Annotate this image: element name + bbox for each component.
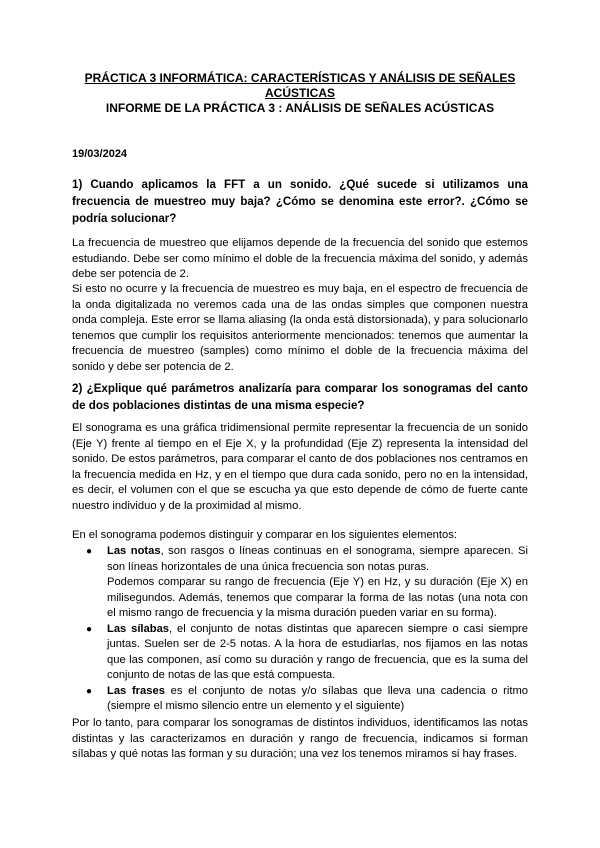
list-item-text: , el conjunto de notas distintas que aparecen siempre o casi siempre juntas. Suelen ser de 2-5 notas. A la hora de estudiarlas, nos fijamos en las notas que las componen, así como su duración y rango de frecuencia, que es la suma del conjunto de notas de las que está compuesta. (107, 622, 529, 681)
question-1: 1) Cuando aplicamos la FFT a un sonido. ¿Qué sucede si utilizamos una frecuencia de muestreo muy baja? ¿Cómo se denomina este error?. ¿Cómo se podría solucionar? (72, 178, 528, 225)
list-item (72, 684, 528, 715)
list-item-extra: Podemos comparar su rango de frecuencia (Eje Y) en Hz, y su duración (Eje X) en milisegundos. Además, tenemos que comparar la forma de las notas (una nota con el mismo rango de frecuencia y la misma duración pueden variar en su forma). (107, 576, 528, 619)
document-date: 19/03/2024 (72, 148, 128, 160)
list-item-term: Las sílabas (107, 622, 170, 635)
list-item-text: , son rasgos o líneas continuas en el sonograma, siempre aparecen. Si son líneas horizontales de una única frecuencia son notas puras. (107, 545, 528, 573)
list-item-text: es el conjunto de notas y/o sílabas que lleva una cadencia o ritmo (siempre el mismo silencio entre un elemento y el siguiente) (107, 684, 528, 712)
q2-paragraph-1: El sonograma es una gráfica tridimensional permite representar la frecuencia de un sonido (Eje Y) frente al tiempo en el Eje X, y la profundidad (Eje Z) representa la intensidad del sonido. De estos parámetros, para comparar el canto de dos poblaciones nos centramos en la frecuencia medida en Hz, y en el tiempo que dura cada sonido, pero no en la intensidad, es decir, el volumen con el que se escucha ya que esto depende de cómo de fuerte cante nuestro individuo y de la proximidad al mismo. (72, 422, 528, 512)
bullet-icon: ● (86, 685, 93, 697)
list-item (72, 622, 528, 684)
q2-paragraph-3: Por lo tanto, para comparar los sonogramas de distintos individuos, identificamos las notas distintas y las caracterizamos en duración y rango de frecuencia, indicamos si forman sílabas y qué notas las forman y su duración; una vez los tenemos miramos si hay frases. (72, 717, 528, 760)
document-title-line2: ACÚSTICAS (264, 86, 335, 100)
bullet-icon: ● (86, 546, 93, 557)
q1-paragraph-2: Si esto no ocurre y la frecuencia de muestreo es muy baja, en el espectro de frecuencia de la onda digitalizada no veremos cada una de las ondas simples que componen nuestra onda compleja. Este error se llama aliasing (la onda está distorsionada), y para solucionarlo tenemos que cumplir los requisitos anteriormente mencionados: tenemos que aumentar la frecuencia de muestreo (samples) como mínimo el doble de la frecuencia máxima del sonido y debe ser potencia de 2. (72, 283, 528, 373)
list-item (72, 544, 528, 622)
document-subtitle: INFORME DE LA PRÁCTICA 3 : ANÁLISIS DE SEÑALES ACÚSTICAS (105, 101, 495, 115)
q1-paragraph-1: La frecuencia de muestreo que elijamos depende de la frecuencia del sonido que estemos estudiando. Debe ser como mínimo el doble de la frecuencia máxima del sonido, y además debe ser potencia de 2. (72, 237, 528, 280)
list-item-term: Las frases (107, 684, 165, 697)
elements-list (72, 544, 528, 715)
q2-paragraph-2: En el sonograma podemos distinguir y comparar en los siguientes elementos: (72, 529, 457, 541)
document-title-line1: PRÁCTICA 3 INFORMÁTICA: CARACTERÍSTICAS Y ANÁLISIS DE SEÑALES (84, 71, 516, 85)
bullet-icon: ● (86, 623, 93, 635)
question-2: 2) ¿Explique qué parámetros analizaría para comparar los sonogramas del canto de dos poblaciones distintas de una misma especie? (72, 382, 528, 412)
list-item-term: Las notas (107, 545, 161, 557)
